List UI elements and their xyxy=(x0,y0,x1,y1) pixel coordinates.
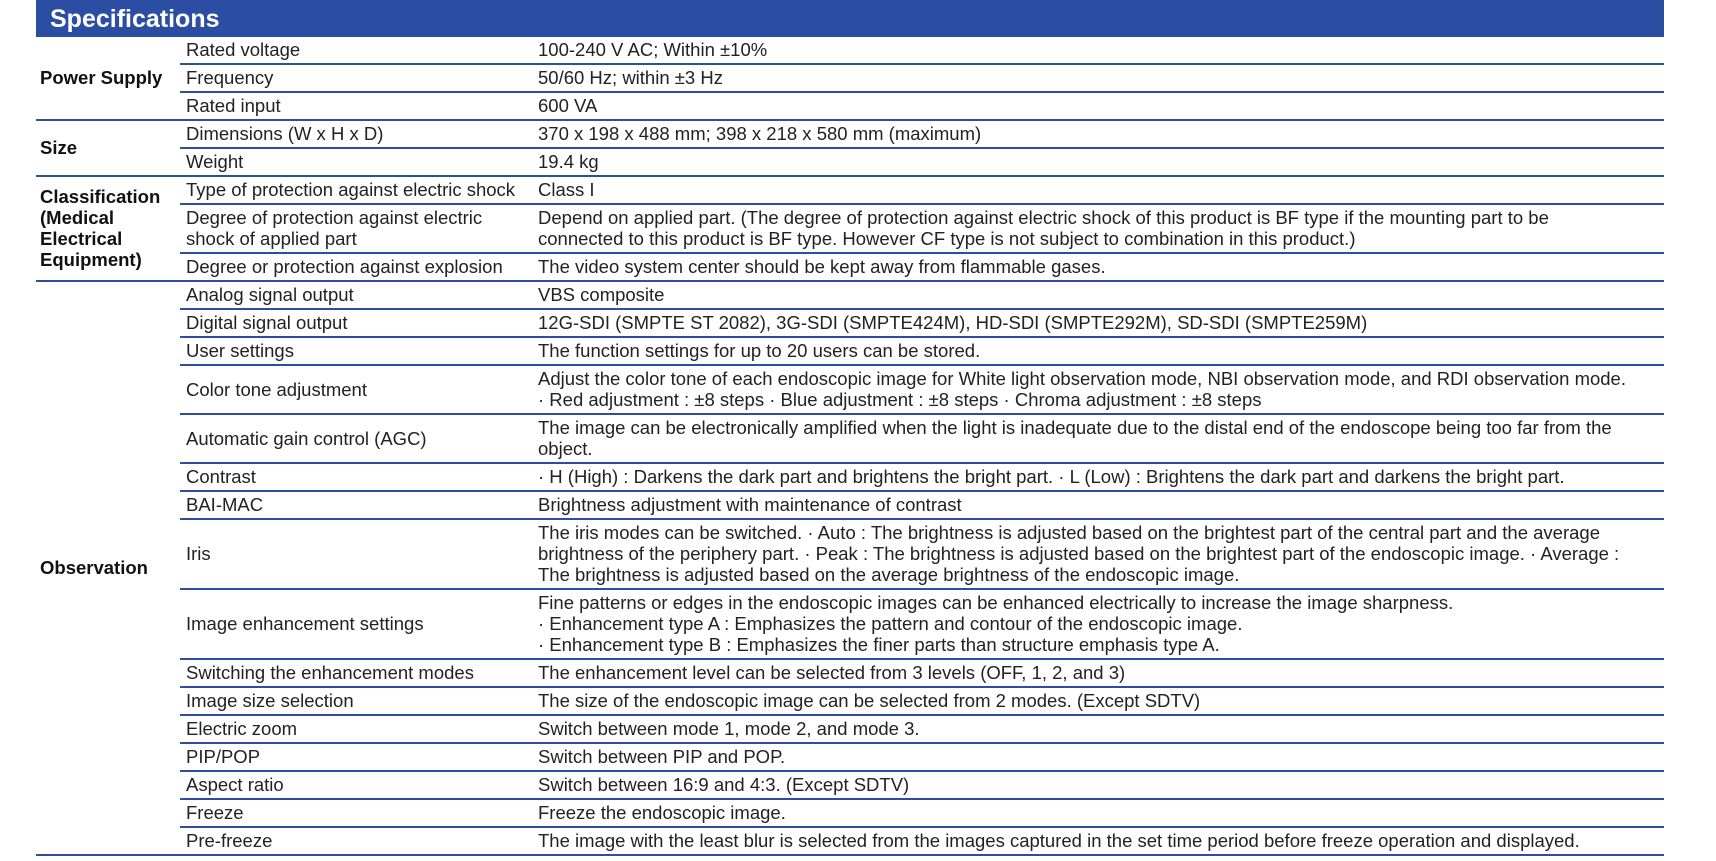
spec-value-line: Switch between mode 1, mode 2, and mode 3. xyxy=(538,718,920,739)
spec-value-line: 12G-SDI (SMPTE ST 2082), 3G-SDI (SMPTE424M), HD-SDI (SMPTE292M), SD-SDI (SMPTE259M) xyxy=(538,312,1368,333)
spec-item-name: Pre-freeze xyxy=(180,827,533,855)
spec-item-value xyxy=(533,659,1664,687)
spec-value-line: · Enhancement type B : Emphasizes the finer parts than structure emphasis type A. xyxy=(538,634,1220,655)
spec-item-value xyxy=(533,337,1664,365)
spec-value-line: Fine patterns or edges in the endoscopic images can be enhanced electrically to increase the image sharpness. xyxy=(538,592,1454,613)
spec-item-value xyxy=(533,176,1664,204)
spec-item-name-line: Degree of protection against electric xyxy=(186,207,483,228)
section-label-line: (Medical xyxy=(40,207,115,228)
spec-value-line: Brightness adjustment with maintenance of contrast xyxy=(538,494,962,515)
spec-item-value xyxy=(533,799,1664,827)
spec-item-value xyxy=(533,463,1664,491)
spec-item-name: Dimensions (W x H x D) xyxy=(180,120,533,148)
section-label xyxy=(36,176,180,281)
spec-value-line: The brightness is adjusted based on the average brightness of the endoscopic image. xyxy=(538,564,1240,585)
spec-row xyxy=(36,827,1664,855)
spec-item-value xyxy=(533,743,1664,771)
spec-row xyxy=(36,64,1664,92)
spec-row xyxy=(36,148,1664,176)
spec-item-name: Rated input xyxy=(180,92,533,120)
spec-value-line: · Red adjustment : ±8 steps · Blue adjustment : ±8 steps · Chroma adjustment : ±8 steps xyxy=(538,389,1262,410)
spec-item-name: Type of protection against electric shock xyxy=(180,176,533,204)
spec-item-value xyxy=(533,519,1664,589)
spec-item-name: Rated voltage xyxy=(180,37,533,64)
spec-value-line: The size of the endoscopic image can be selected from 2 modes. (Except SDTV) xyxy=(538,690,1201,711)
spec-row xyxy=(36,253,1664,281)
spec-item-value xyxy=(533,309,1664,337)
spec-value-line: Class I xyxy=(538,179,595,200)
spec-value-line: Switch between 16:9 and 4:3. (Except SDTV) xyxy=(538,774,910,795)
spec-item-name: Automatic gain control (AGC) xyxy=(180,414,533,463)
spec-item-name: Image enhancement settings xyxy=(180,589,533,659)
spec-row xyxy=(36,204,1664,253)
spec-item-name: Iris xyxy=(180,519,533,589)
spec-value-line: Adjust the color tone of each endoscopic image for White light observation mode, NBI observation mode, and RDI observation mode. xyxy=(538,368,1626,389)
section-label: Power Supply xyxy=(36,37,180,120)
spec-item-name: Color tone adjustment xyxy=(180,365,533,414)
spec-item-name: User settings xyxy=(180,337,533,365)
spec-item-name: Weight xyxy=(180,148,533,176)
spec-value-line: Freeze the endoscopic image. xyxy=(538,802,786,823)
spec-item-value xyxy=(533,491,1664,519)
spec-value-line: brightness of the periphery part. · Peak : The brightness is adjusted based on the brightest part of the endoscopic image. · Average : xyxy=(538,543,1620,564)
spec-item-name: Contrast xyxy=(180,463,533,491)
spec-item-name: Frequency xyxy=(180,64,533,92)
spec-value-line: 370 x 198 x 488 mm; 398 x 218 x 580 mm (maximum) xyxy=(538,123,982,144)
spec-item-value xyxy=(533,414,1664,463)
page-title: Specifications xyxy=(36,0,1664,37)
section-label-line: Equipment) xyxy=(40,249,142,270)
section-label: Observation xyxy=(36,281,180,855)
spec-item-name xyxy=(180,204,533,253)
spec-row xyxy=(36,743,1664,771)
spec-value-line: The video system center should be kept away from flammable gases. xyxy=(538,256,1106,277)
spec-item-name: Image size selection xyxy=(180,687,533,715)
spec-item-value xyxy=(533,589,1664,659)
spec-item-name: Digital signal output xyxy=(180,309,533,337)
spec-value-line: The function settings for up to 20 users can be stored. xyxy=(538,340,981,361)
spec-row xyxy=(36,659,1664,687)
section-label: Size xyxy=(36,120,180,176)
spec-row xyxy=(36,337,1664,365)
spec-item-value xyxy=(533,771,1664,799)
spec-value-line: 19.4 kg xyxy=(538,151,599,172)
spec-row xyxy=(36,309,1664,337)
spec-item-name: Electric zoom xyxy=(180,715,533,743)
spec-item-name: PIP/POP xyxy=(180,743,533,771)
spec-value-line: 50/60 Hz; within ±3 Hz xyxy=(538,67,723,88)
spec-row xyxy=(36,519,1664,589)
spec-item-name: Freeze xyxy=(180,799,533,827)
spec-item-value xyxy=(533,204,1664,253)
spec-row xyxy=(36,120,1664,148)
spec-item-name: BAI-MAC xyxy=(180,491,533,519)
spec-row xyxy=(36,715,1664,743)
section-label-line: Classification xyxy=(40,186,161,207)
section-label-line: Electrical xyxy=(40,228,123,249)
spec-value-line: 100-240 V AC; Within ±10% xyxy=(538,39,768,60)
spec-item-name: Degree or protection against explosion xyxy=(180,253,533,281)
spec-item-value xyxy=(533,281,1664,309)
spec-row xyxy=(36,365,1664,414)
spec-item-value xyxy=(533,64,1664,92)
spec-value-line: The enhancement level can be selected from 3 levels (OFF, 1, 2, and 3) xyxy=(538,662,1126,683)
spec-item-name: Switching the enhancement modes xyxy=(180,659,533,687)
spec-item-name: Analog signal output xyxy=(180,281,533,309)
spec-row xyxy=(36,92,1664,120)
spec-item-name: Aspect ratio xyxy=(180,771,533,799)
spec-value-line: connected to this product is BF type. However CF type is not subject to combination in this product.) xyxy=(538,228,1356,249)
spec-row xyxy=(36,589,1664,659)
spec-row xyxy=(36,771,1664,799)
spec-row xyxy=(36,799,1664,827)
spec-value-line: The image can be electronically amplified when the light is inadequate due to the distal end of the endoscope being too far from the object. xyxy=(538,417,1612,459)
spec-row xyxy=(36,463,1664,491)
spec-item-value xyxy=(533,120,1664,148)
spec-item-value xyxy=(533,715,1664,743)
spec-item-value xyxy=(533,253,1664,281)
spec-row xyxy=(36,491,1664,519)
spec-item-value xyxy=(533,365,1664,414)
spec-value-line: 600 VA xyxy=(538,95,598,116)
spec-value-line: The iris modes can be switched. · Auto : The brightness is adjusted based on the brightest part of the central part and the average xyxy=(538,522,1600,543)
spec-item-value xyxy=(533,687,1664,715)
spec-row xyxy=(36,414,1664,463)
spec-item-name-line: shock of applied part xyxy=(186,228,357,249)
spec-item-value xyxy=(533,148,1664,176)
spec-item-value xyxy=(533,37,1664,64)
spec-value-line: · Enhancement type A : Emphasizes the pattern and contour of the endoscopic image. xyxy=(538,613,1243,634)
spec-value-line: Switch between PIP and POP. xyxy=(538,746,786,767)
spec-row xyxy=(36,281,1664,309)
spec-value-line: The image with the least blur is selected from the images captured in the set time period before freeze operation and displayed. xyxy=(538,830,1580,851)
spec-table xyxy=(36,37,1664,856)
spec-table-body xyxy=(36,37,1664,855)
spec-row xyxy=(36,176,1664,204)
spec-value-line: VBS composite xyxy=(538,284,665,305)
spec-row xyxy=(36,687,1664,715)
spec-row xyxy=(36,37,1664,64)
spec-item-value xyxy=(533,92,1664,120)
spec-value-line: Depend on applied part. (The degree of protection against electric shock of this product is BF type if the mounting part to be xyxy=(538,207,1549,228)
spec-value-line: · H (High) : Darkens the dark part and brightens the bright part. · L (Low) : Brightens the dark part and darkens the bright part. xyxy=(538,466,1565,487)
spec-sheet xyxy=(36,0,1664,856)
spec-item-value xyxy=(533,827,1664,855)
